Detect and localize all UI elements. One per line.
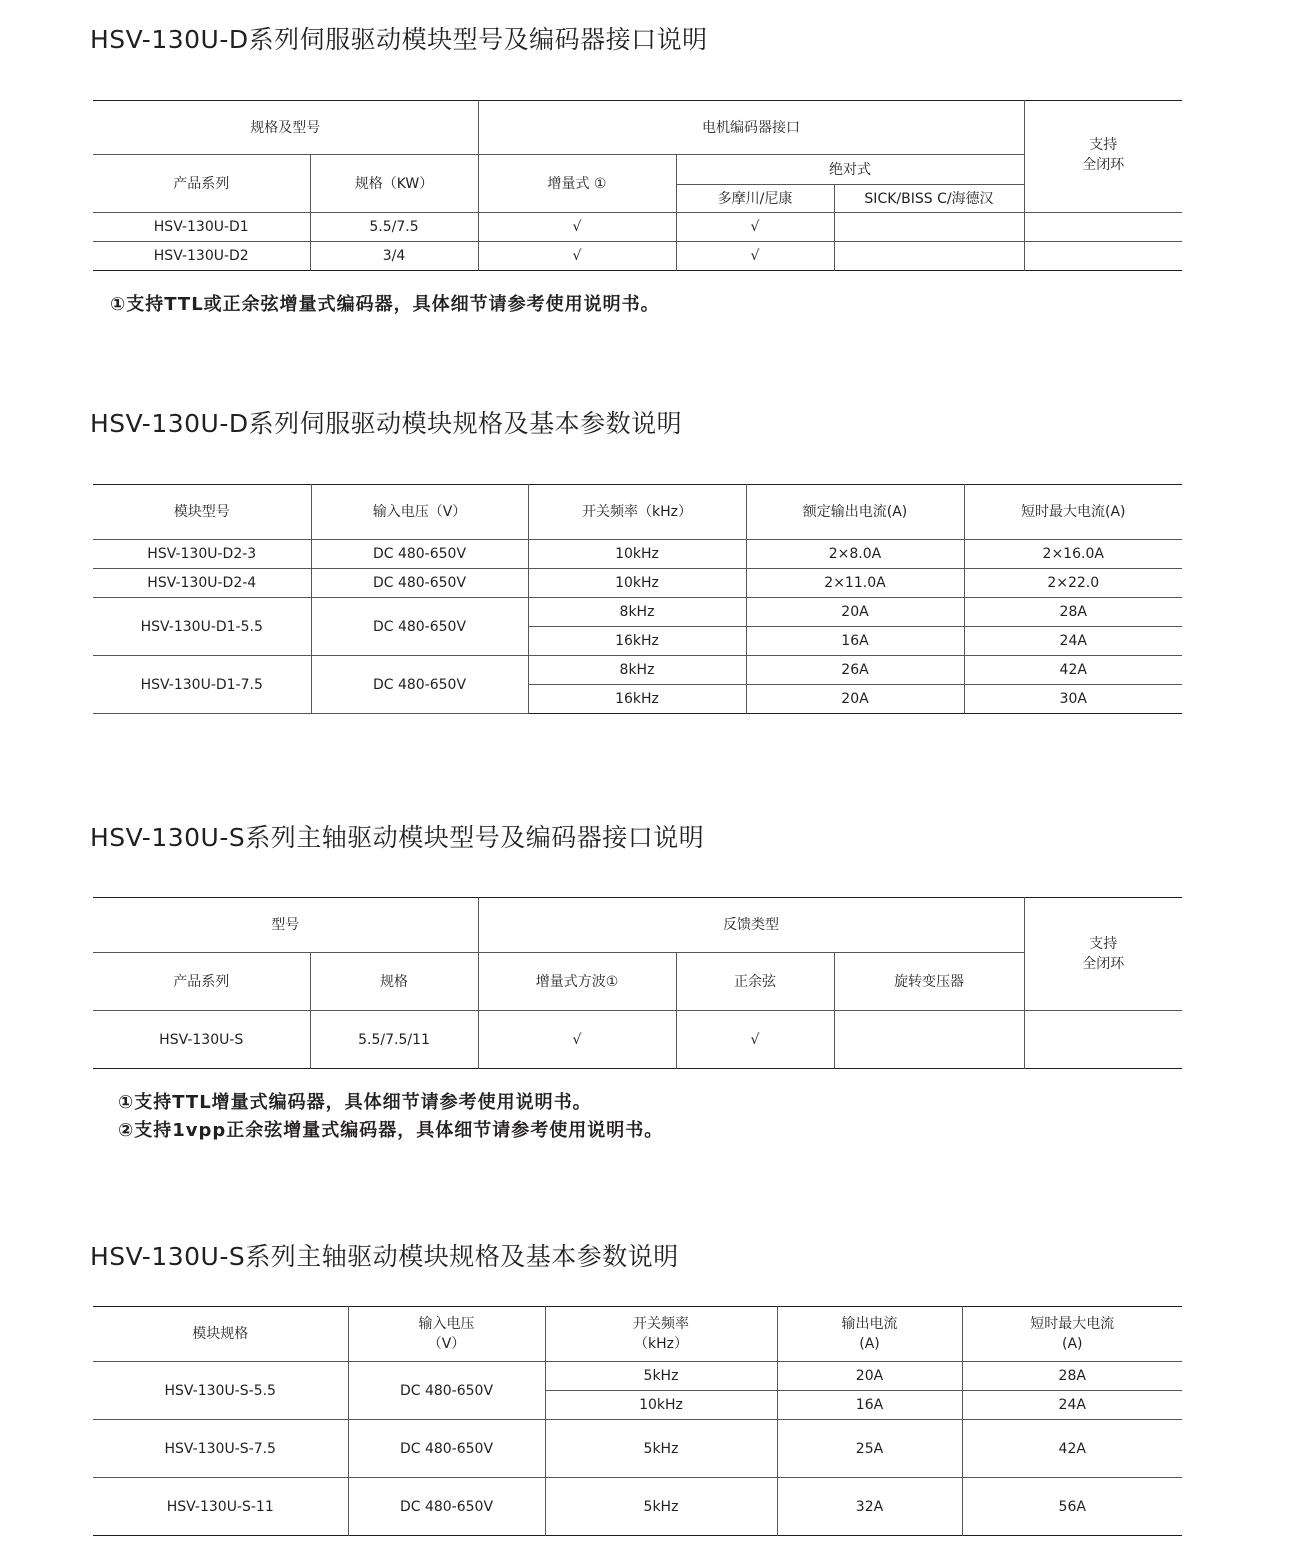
- table-row: [93, 598, 1182, 627]
- section4-table: [93, 1306, 1182, 1536]
- header-series: 产品系列: [93, 155, 310, 213]
- cell: 20A: [777, 1362, 962, 1391]
- cell: 3/4: [310, 242, 478, 271]
- header-tamagawa: 多摩川/尼康: [676, 185, 834, 213]
- header-peak-current: 短时最大电流 (A): [962, 1307, 1182, 1362]
- header-model-group: 型号: [93, 898, 478, 953]
- section1-note: ①支持TTL或正余弦增量式编码器，具体细节请参考使用说明书。: [110, 294, 660, 315]
- header-model-group: 规格及型号: [93, 101, 478, 155]
- table-row: [93, 540, 1182, 569]
- cell: 24A: [964, 627, 1182, 656]
- cell: HSV-130U-D2-3: [93, 540, 311, 569]
- header-peak-current: 短时最大电流(A): [964, 485, 1182, 540]
- cell: HSV-130U-S-7.5: [93, 1420, 348, 1478]
- table-row: [93, 213, 1182, 242]
- header-output-current: 输出电流 (A): [777, 1307, 962, 1362]
- cell: [1024, 242, 1182, 271]
- cell: HSV-130U-D1-5.5: [93, 598, 311, 656]
- cell: [834, 213, 1024, 242]
- check-mark: √: [478, 242, 676, 271]
- header-feedback-group: 反馈类型: [478, 898, 1024, 953]
- cell: 2×16.0A: [964, 540, 1182, 569]
- header-module-model: 模块型号: [93, 485, 311, 540]
- section1-title: HSV-130U-D系列伺服驱动模块型号及编码器接口说明: [90, 25, 708, 54]
- header-module-spec: 模块规格: [93, 1307, 348, 1362]
- table-row: [93, 242, 1182, 271]
- cell: 32A: [777, 1478, 962, 1536]
- header-sick: SICK/BISS C/海德汉: [834, 185, 1024, 213]
- table-row: [93, 656, 1182, 685]
- cell: 16kHz: [528, 627, 746, 656]
- check-mark: √: [478, 213, 676, 242]
- header-closed-loop: 支持 全闭环: [1024, 101, 1182, 213]
- check-mark: √: [676, 1011, 834, 1069]
- section2-title: HSV-130U-D系列伺服驱动模块规格及基本参数说明: [90, 409, 683, 438]
- cell: 10kHz: [528, 540, 746, 569]
- header-spec: 规格（KW）: [310, 155, 478, 213]
- cell: DC 480-650V: [311, 569, 528, 598]
- cell: HSV-130U-D2-4: [93, 569, 311, 598]
- cell: 5kHz: [545, 1362, 777, 1391]
- cell: 42A: [964, 656, 1182, 685]
- header-input-voltage: 输入电压（V）: [311, 485, 528, 540]
- section2-table: [93, 484, 1182, 714]
- cell: [1024, 213, 1182, 242]
- cell: 16kHz: [528, 685, 746, 714]
- cell: DC 480-650V: [311, 540, 528, 569]
- header-closed-loop: 支持 全闭环: [1024, 898, 1182, 1011]
- cell: HSV-130U-S-11: [93, 1478, 348, 1536]
- section1-table: [93, 100, 1182, 271]
- cell: HSV-130U-D1: [93, 213, 310, 242]
- section3-note-1: ①支持TTL增量式编码器，具体细节请参考使用说明书。: [118, 1092, 592, 1113]
- cell: 2×8.0A: [746, 540, 964, 569]
- cell: DC 480-650V: [311, 656, 528, 714]
- cell: 5.5/7.5/11: [310, 1011, 478, 1069]
- section4-title: HSV-130U-S系列主轴驱动模块规格及基本参数说明: [90, 1242, 679, 1271]
- cell: DC 480-650V: [311, 598, 528, 656]
- cell: DC 480-650V: [348, 1362, 545, 1420]
- cell: 28A: [964, 598, 1182, 627]
- cell: HSV-130U-D1-7.5: [93, 656, 311, 714]
- cell: 8kHz: [528, 656, 746, 685]
- cell: [834, 1011, 1024, 1069]
- header-encoder-group: 电机编码器接口: [478, 101, 1024, 155]
- cell: HSV-130U-D2: [93, 242, 310, 271]
- cell: 25A: [777, 1420, 962, 1478]
- cell: 2×22.0: [964, 569, 1182, 598]
- cell: 56A: [962, 1478, 1182, 1536]
- header-series: 产品系列: [93, 953, 310, 1011]
- table-row: [93, 1011, 1182, 1069]
- cell: 16A: [746, 627, 964, 656]
- header-resolver: 旋转变压器: [834, 953, 1024, 1011]
- cell: 20A: [746, 685, 964, 714]
- section3-table: [93, 897, 1182, 1069]
- header-switch-frequency: 开关频率 （kHz）: [545, 1307, 777, 1362]
- header-incremental: 增量式 ①: [478, 155, 676, 213]
- cell: 8kHz: [528, 598, 746, 627]
- header-input-voltage: 输入电压 （V）: [348, 1307, 545, 1362]
- header-incremental: 增量式方波①: [478, 953, 676, 1011]
- header-rated-current: 额定输出电流(A): [746, 485, 964, 540]
- cell: 16A: [777, 1391, 962, 1420]
- cell: 26A: [746, 656, 964, 685]
- table-row: [93, 569, 1182, 598]
- header-switch-frequency: 开关频率（kHz）: [528, 485, 746, 540]
- cell: 20A: [746, 598, 964, 627]
- cell: 5kHz: [545, 1420, 777, 1478]
- header-absolute: 绝对式: [676, 155, 1024, 185]
- cell: 30A: [964, 685, 1182, 714]
- check-mark: √: [478, 1011, 676, 1069]
- check-mark: √: [676, 213, 834, 242]
- cell: HSV-130U-S-5.5: [93, 1362, 348, 1420]
- table-row: [93, 1362, 1182, 1391]
- cell: 2×11.0A: [746, 569, 964, 598]
- cell: 42A: [962, 1420, 1182, 1478]
- cell: 24A: [962, 1391, 1182, 1420]
- cell: [834, 242, 1024, 271]
- header-sincos: 正余弦: [676, 953, 834, 1011]
- cell: DC 480-650V: [348, 1478, 545, 1536]
- cell: 5kHz: [545, 1478, 777, 1536]
- cell: HSV-130U-S: [93, 1011, 310, 1069]
- cell: 10kHz: [528, 569, 746, 598]
- cell: [1024, 1011, 1182, 1069]
- cell: DC 480-650V: [348, 1420, 545, 1478]
- header-spec: 规格: [310, 953, 478, 1011]
- check-mark: √: [676, 242, 834, 271]
- section3-note-2: ②支持1vpp正余弦增量式编码器，具体细节请参考使用说明书。: [118, 1120, 664, 1141]
- cell: 10kHz: [545, 1391, 777, 1420]
- table-row: [93, 1420, 1182, 1478]
- cell: 5.5/7.5: [310, 213, 478, 242]
- cell: 28A: [962, 1362, 1182, 1391]
- table-row: [93, 1478, 1182, 1536]
- section3-title: HSV-130U-S系列主轴驱动模块型号及编码器接口说明: [90, 823, 705, 852]
